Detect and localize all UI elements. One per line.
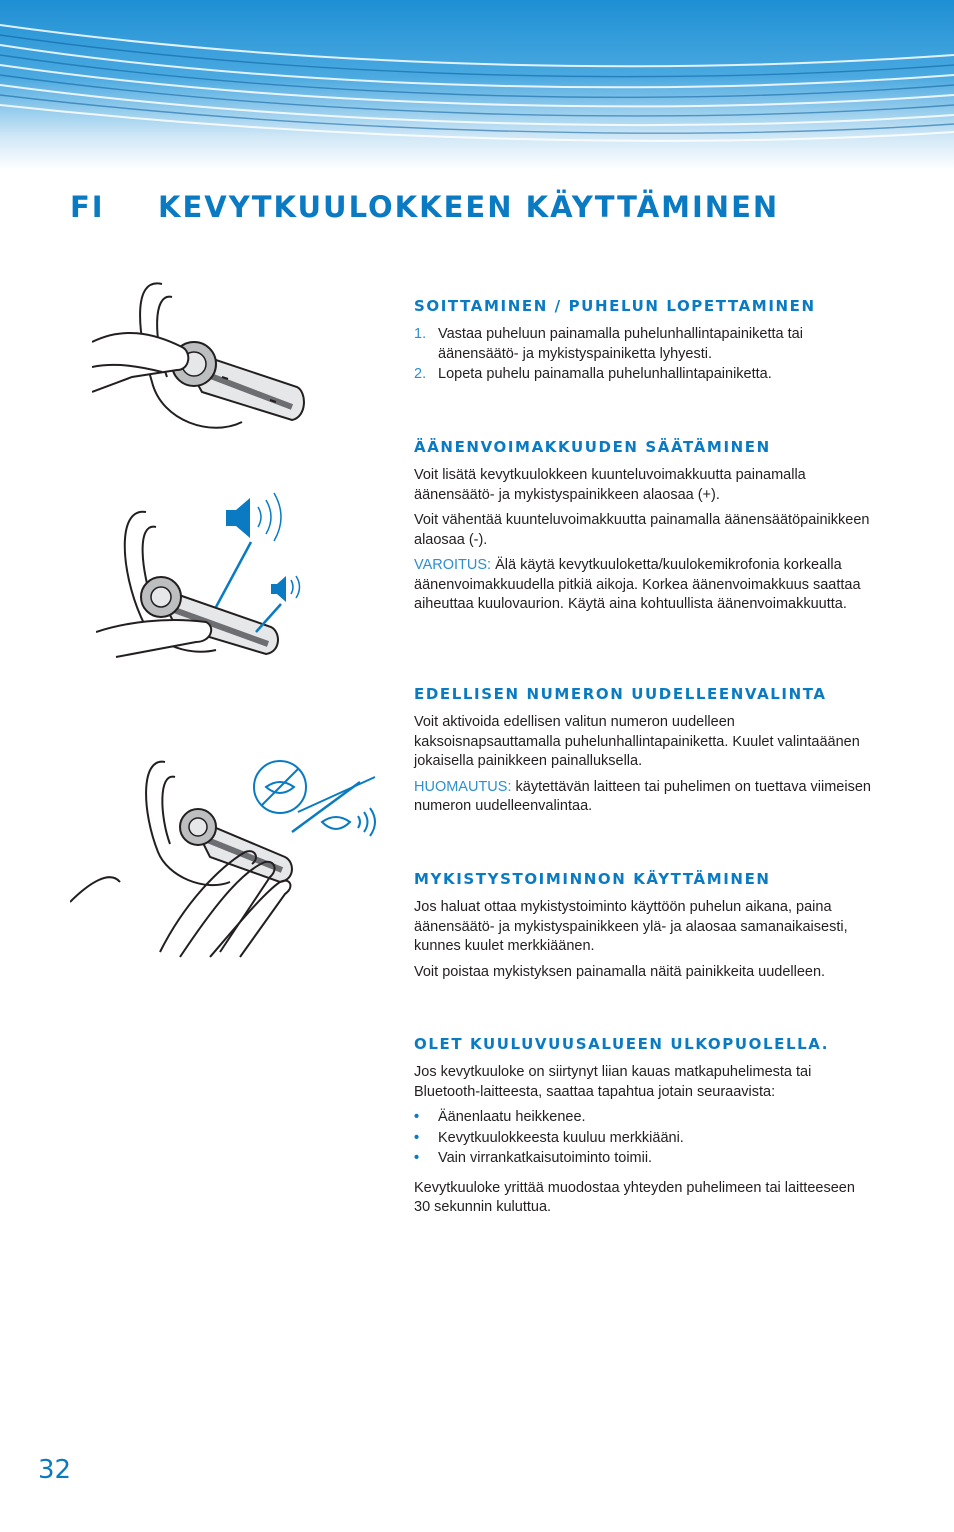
- list-item: [414, 1149, 874, 1169]
- section-heading: SOITTAMINEN / PUHELUN LOPETTAMINEN: [414, 297, 816, 315]
- note-label: HUOMAUTUS:: [414, 778, 512, 795]
- section-redial: [414, 685, 874, 823]
- section-calling: [414, 297, 874, 391]
- bullet-icon: •: [414, 1150, 420, 1166]
- language-code: FI: [70, 190, 105, 224]
- header-banner: [0, 0, 954, 170]
- page-title: [70, 190, 779, 224]
- paragraph: Voit vähentää kuunteluvoimakkuutta painamalla äänensäätöpainikkeen alaosaa (-).: [414, 512, 870, 548]
- step-number: 1.: [414, 326, 427, 342]
- paragraph: Voit aktivoida edellisen valitun numeron uudelleen kaksoisnapsauttamalla puhelunhallintapainiketta. Kuulet valintaäänen jokaisella painikkeen painalluksella.: [414, 714, 860, 769]
- section-heading: MYKISTYSTOIMINNON KÄYTTÄMINEN: [414, 870, 771, 888]
- paragraph: Voit lisätä kevytkuulokkeen kuunteluvoimakkuutta painamalla äänensäätö- ja mykistyspainikkeen alaosaa (+).: [414, 467, 806, 503]
- section-heading: EDELLISEN NUMERON UUDELLEENVALINTA: [414, 685, 827, 703]
- note-paragraph: [414, 778, 874, 817]
- section-heading: OLET KUULUVUUSALUEEN ULKOPUOLELLA.: [414, 1035, 830, 1053]
- bullet-text: Kevytkuulokkeesta kuuluu merkkiääni.: [438, 1129, 684, 1146]
- note-text: käytettävän laitteen tai puhelimen on tuettava viimeisen numeron uudelleenvalintaa.: [414, 778, 871, 814]
- steps-list: [414, 325, 874, 385]
- bullet-text: Vain virrankatkaisutoiminto toimii.: [438, 1150, 653, 1166]
- headset-volume-illustration: [96, 492, 316, 672]
- list-item: [414, 1129, 874, 1149]
- bullet-text: Äänenlaatu heikkenee.: [438, 1109, 586, 1125]
- step-text: Lopeta puhelu painamalla puhelunhallintapainiketta.: [438, 366, 772, 382]
- warning-label: VAROITUS:: [414, 557, 492, 573]
- warning-paragraph: [414, 556, 874, 615]
- paragraph: Voit poistaa mykistyksen painamalla näitä painikkeita uudelleen.: [414, 963, 826, 980]
- list-item: [414, 325, 874, 364]
- section-volume: [414, 438, 874, 621]
- list-item: [414, 365, 874, 385]
- section-heading: ÄÄNENVOIMAKKUUDEN SÄÄTÄMINEN: [414, 438, 771, 456]
- bullet-icon: •: [414, 1109, 420, 1125]
- warning-text: Älä käytä kevytkuuloketta/kuulokemikrofonia korkealla äänenvoimakkuudella pitkiä aikoja. Korkea äänenvoimakkuus saattaa aiheuttaa kuulovaurion. Käytä aina kohtuullista äänenvoimakkuutta.: [414, 557, 861, 612]
- section-out-of-range: [414, 1035, 874, 1224]
- headset-mute-illustration: [70, 752, 390, 962]
- section-mute: [414, 870, 874, 988]
- bullet-icon: •: [414, 1129, 420, 1146]
- step-text: Vastaa puheluun painamalla puhelunhallintapainiketta tai äänensäätö- ja mykistyspainiketta lyhyesti.: [438, 326, 803, 362]
- list-item: [414, 1108, 874, 1128]
- paragraph: Jos kevytkuuloke on siirtynyt liian kauas matkapuhelimesta tai Bluetooth-laitteesta, saattaa tapahtua jotain seuraavista:: [414, 1064, 812, 1100]
- page-title-text: KEVYTKUULOKKEEN KÄYTTÄMINEN: [158, 190, 780, 224]
- paragraph: Jos haluat ottaa mykistystoiminto käyttöön puhelun aikana, paina äänensäätö- ja mykistyspainikkeen ylä- ja alaosaa samanaikaisesti, kunnes kuulet merkkiäänen.: [414, 899, 848, 954]
- headset-press-button-illustration: [92, 272, 312, 442]
- page-number: 32: [38, 1455, 72, 1485]
- paragraph: Kevytkuuloke yrittää muodostaa yhteyden puhelimeen tai laitteeseen 30 sekunnin kuluttua.: [414, 1179, 855, 1215]
- bullet-list: [414, 1108, 874, 1169]
- step-number: 2.: [414, 366, 427, 382]
